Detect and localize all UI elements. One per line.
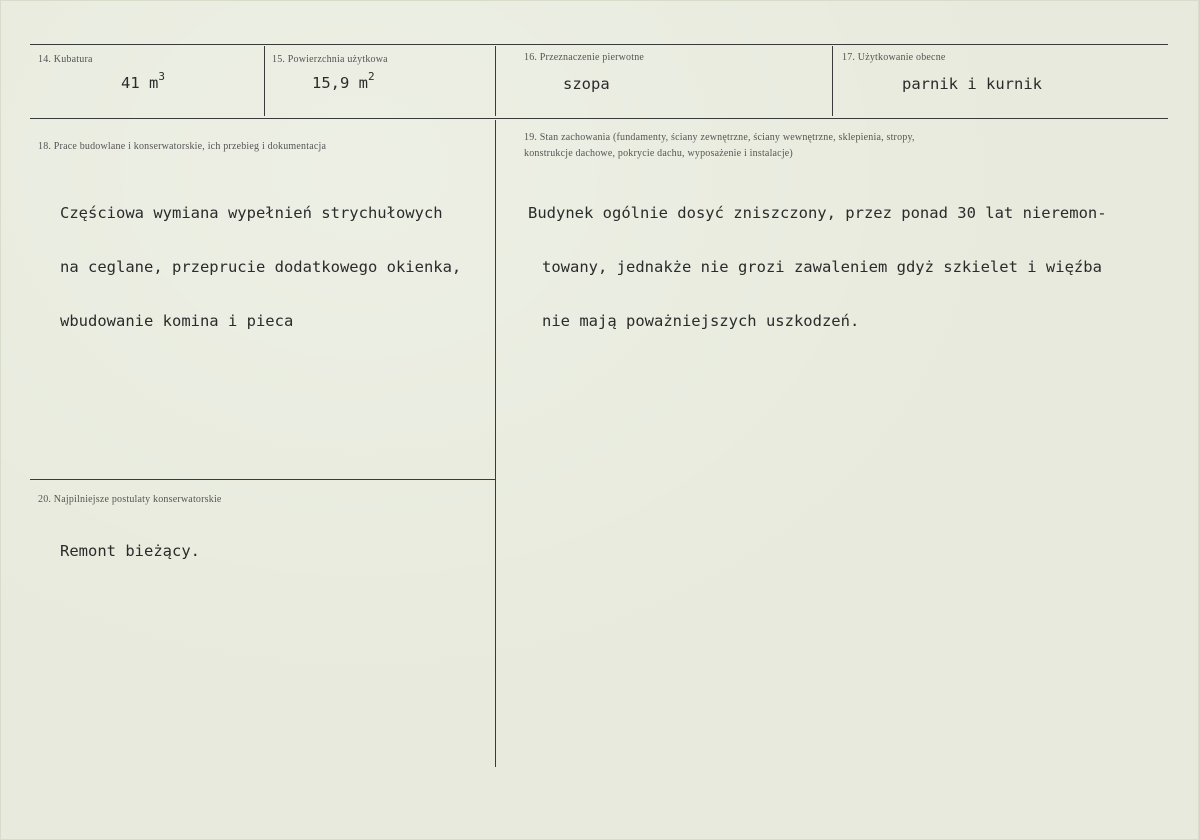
stan-label-line-2: konstrukcje dachowe, pokrycie dachu, wyposażenie i instalacje) bbox=[524, 148, 793, 159]
prace-label: 18. Prace budowlane i konserwatorskie, ich przebieg i dokumentacja bbox=[38, 141, 327, 152]
kubatura-superscript: 3 bbox=[158, 70, 165, 83]
divider-16-17 bbox=[832, 46, 833, 116]
prace-text bbox=[60, 168, 461, 366]
powierzchnia-label: 15. Powierzchnia użytkowa bbox=[272, 54, 388, 65]
prace-line-3: wbudowanie komina i pieca bbox=[60, 312, 294, 330]
section-20-top-rule bbox=[30, 479, 495, 480]
uzytkowanie-value: parnik i kurnik bbox=[902, 75, 1042, 93]
postulaty-value: Remont bieżący. bbox=[60, 542, 200, 560]
divider-15-16 bbox=[495, 46, 496, 116]
stan-text bbox=[528, 168, 1107, 366]
kubatura-number: 41 m bbox=[121, 74, 159, 92]
prace-line-2: na ceglane, przeprucie dodatkowego okienka, bbox=[60, 258, 462, 276]
kubatura-value bbox=[121, 70, 165, 92]
przeznaczenie-label: 16. Przeznaczenie pierwotne bbox=[524, 52, 645, 63]
stan-line-3: nie mają poważniejszych uszkodzeń. bbox=[542, 312, 860, 330]
divider-14-15 bbox=[264, 46, 265, 116]
powierzchnia-value bbox=[312, 70, 375, 92]
stan-line-1: Budynek ogólnie dosyć zniszczony, przez ponad 30 lat nieremon- bbox=[528, 204, 1107, 222]
main-column-divider bbox=[495, 120, 496, 767]
top-rule bbox=[30, 44, 1168, 45]
prace-line-1: Częściowa wymiana wypełnień strychułowych bbox=[60, 204, 443, 222]
powierzchnia-superscript: 2 bbox=[368, 70, 375, 83]
header-bottom-rule bbox=[30, 118, 1168, 119]
kubatura-label: 14. Kubatura bbox=[38, 54, 93, 65]
postulaty-label: 20. Najpilniejsze postulaty konserwatorskie bbox=[38, 494, 222, 505]
przeznaczenie-value: szopa bbox=[563, 75, 610, 93]
powierzchnia-number: 15,9 m bbox=[312, 74, 368, 92]
stan-label-line-1: 19. Stan zachowania (fundamenty, ściany zewnętrzne, ściany wewnętrzne, sklepienia, stropy, bbox=[524, 132, 915, 143]
stan-line-2: towany, jednakże nie grozi zawaleniem gdyż szkielet i więźba bbox=[542, 258, 1102, 276]
uzytkowanie-label: 17. Użytkowanie obecne bbox=[842, 52, 946, 63]
